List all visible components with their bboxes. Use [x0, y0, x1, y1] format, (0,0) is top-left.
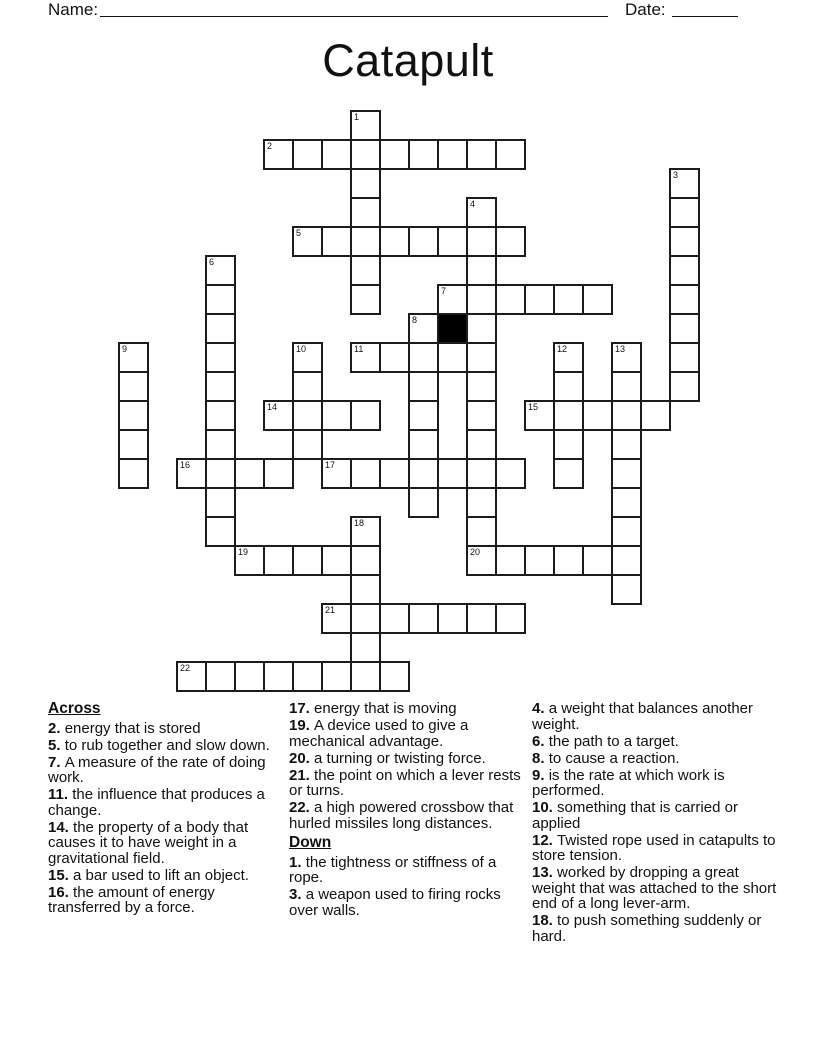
grid-cell[interactable] — [176, 661, 207, 692]
grid-cell[interactable] — [495, 545, 526, 576]
cell-number: 4 — [470, 199, 476, 209]
grid-cell[interactable] — [408, 458, 439, 489]
grid-cell[interactable] — [379, 603, 410, 634]
cell-number: 15 — [528, 402, 539, 412]
clue-column-1 — [48, 701, 285, 917]
clue-2 — [48, 721, 285, 737]
grid-cell[interactable] — [205, 400, 236, 431]
cell-number: 1 — [354, 112, 360, 122]
grid-cell[interactable] — [495, 603, 526, 634]
grid-cell[interactable] — [611, 400, 642, 431]
cell-number: 2 — [267, 141, 273, 151]
clue-number: 14. — [48, 818, 74, 836]
grid-cell[interactable] — [495, 458, 526, 489]
grid-cell[interactable] — [437, 139, 468, 170]
grid-cell[interactable] — [437, 226, 468, 257]
grid-cell[interactable] — [350, 168, 381, 199]
grid-cell[interactable] — [553, 371, 584, 402]
date-field[interactable] — [672, 15, 738, 17]
grid-cell[interactable] — [611, 516, 642, 547]
clue-18 — [532, 913, 778, 944]
clue-number: 18. — [532, 912, 558, 929]
clue-20 — [289, 751, 529, 767]
grid-cell[interactable] — [553, 284, 584, 315]
cell-number: 11 — [354, 344, 364, 354]
grid-cell[interactable] — [234, 661, 265, 692]
name-label: Name: — [48, 0, 99, 19]
grid-cell[interactable] — [350, 284, 381, 315]
grid-cell[interactable] — [640, 400, 671, 431]
grid-cell[interactable] — [466, 429, 497, 460]
grid-cell[interactable] — [321, 661, 352, 692]
grid-cell[interactable] — [466, 139, 497, 170]
grid-cell[interactable] — [611, 487, 642, 518]
grid-cell[interactable] — [466, 255, 497, 286]
grid-cell[interactable] — [205, 255, 236, 286]
grid-cell[interactable] — [350, 226, 381, 257]
cell-number: 12 — [557, 344, 568, 354]
grid-cell[interactable] — [118, 342, 149, 373]
grid-cell[interactable] — [495, 226, 526, 257]
grid-cell[interactable] — [234, 458, 265, 489]
clue-text: the tightness or stiffness of a rope. — [289, 853, 497, 886]
cell-number: 18 — [354, 518, 365, 528]
clue-text: to cause a reaction. — [548, 749, 680, 767]
clue-number: 4. — [532, 700, 549, 717]
clue-number: 5. — [48, 736, 65, 754]
grid-cell[interactable] — [118, 400, 149, 431]
clue-number: 15. — [48, 866, 74, 884]
grid-cell[interactable] — [379, 342, 410, 373]
grid-cell[interactable] — [263, 661, 294, 692]
cell-number: 3 — [673, 170, 679, 180]
grid-cell[interactable] — [408, 429, 439, 460]
grid-cell[interactable] — [321, 226, 352, 257]
clue-number: 17. — [289, 700, 315, 717]
grid-cell[interactable] — [466, 197, 497, 228]
grid-cell[interactable] — [582, 545, 613, 576]
clue-number: 3. — [289, 886, 306, 903]
grid-cell[interactable] — [495, 139, 526, 170]
grid-cell[interactable] — [176, 458, 207, 489]
grid-cell[interactable] — [466, 226, 497, 257]
grid-cell[interactable] — [205, 342, 236, 373]
grid-cell[interactable] — [669, 226, 700, 257]
grid-cell[interactable] — [611, 545, 642, 576]
grid-cell[interactable] — [350, 661, 381, 692]
grid-cell[interactable] — [408, 400, 439, 431]
clue-column-2 — [289, 701, 529, 920]
clue-text: to rub together and slow down. — [64, 736, 270, 754]
grid-cell[interactable] — [292, 545, 323, 576]
clue-number: 13. — [532, 864, 558, 881]
clue-number: 7. — [48, 753, 65, 771]
grid-cell[interactable] — [118, 371, 149, 402]
grid-cell[interactable] — [118, 458, 149, 489]
clue-17 — [289, 701, 529, 717]
clue-10 — [532, 800, 778, 831]
grid-cell[interactable] — [205, 487, 236, 518]
clue-text: the path to a target. — [548, 732, 679, 750]
grid-cell[interactable] — [466, 516, 497, 547]
clue-text: the amount of energy transferred by a force. — [48, 883, 215, 916]
cell-number: 16 — [180, 460, 191, 470]
clue-text: to push something suddenly or hard. — [532, 912, 762, 945]
grid-cell[interactable] — [466, 487, 497, 518]
grid-cell[interactable] — [350, 632, 381, 663]
grid-cell[interactable] — [408, 313, 439, 344]
grid-cell[interactable] — [263, 400, 294, 431]
clue-text: is the rate at which work is performed. — [532, 766, 725, 799]
grid-cell[interactable] — [611, 458, 642, 489]
grid-cell[interactable] — [350, 197, 381, 228]
grid-cell[interactable] — [437, 342, 468, 373]
clue-15 — [48, 868, 285, 884]
grid-cell[interactable] — [205, 516, 236, 547]
clue-4 — [532, 701, 778, 732]
grid-cell[interactable] — [350, 342, 381, 373]
grid-cell[interactable] — [466, 458, 497, 489]
grid-cell[interactable] — [205, 284, 236, 315]
grid-cell[interactable] — [466, 371, 497, 402]
grid-cell[interactable] — [205, 371, 236, 402]
clue-text: a high powered crossbow that hurled missiles long distances. — [289, 799, 514, 832]
cell-number: 22 — [180, 663, 191, 673]
grid-cell[interactable] — [466, 284, 497, 315]
crossword-grid — [118, 110, 702, 694]
clues-heading-down: Down — [289, 834, 332, 851]
clue-text: a weight that balances another weight. — [532, 700, 753, 733]
name-field[interactable] — [100, 15, 608, 17]
clue-5 — [48, 738, 285, 754]
cell-number: 21 — [325, 605, 336, 615]
clue-number: 1. — [289, 853, 306, 871]
grid-cell[interactable] — [669, 284, 700, 315]
grid-cell[interactable] — [495, 284, 526, 315]
grid-cell[interactable] — [669, 168, 700, 199]
grid-cell[interactable] — [553, 545, 584, 576]
cell-number: 17 — [325, 460, 336, 470]
clue-number: 8. — [532, 749, 549, 767]
grid-cell[interactable] — [350, 458, 381, 489]
cell-number: 5 — [296, 228, 302, 238]
grid-cell[interactable] — [205, 429, 236, 460]
clue-22 — [289, 800, 529, 831]
clue-13 — [532, 865, 778, 912]
grid-cell[interactable] — [205, 313, 236, 344]
grid-cell[interactable] — [350, 255, 381, 286]
grid-cell[interactable] — [669, 197, 700, 228]
cell-number: 13 — [615, 344, 626, 354]
clue-text: a weapon used to firing rocks over walls. — [289, 886, 501, 919]
clue-14 — [48, 820, 285, 867]
clue-text: the influence that produces a change. — [48, 786, 265, 819]
grid-cell[interactable] — [292, 139, 323, 170]
grid-cell[interactable] — [553, 400, 584, 431]
clue-number: 10. — [532, 799, 558, 816]
date-label: Date: — [625, 0, 666, 19]
grid-cell[interactable] — [408, 226, 439, 257]
grid-cell[interactable] — [379, 661, 410, 692]
grid-cell[interactable] — [321, 458, 352, 489]
grid-cell[interactable] — [350, 516, 381, 547]
grid-cell[interactable] — [350, 400, 381, 431]
grid-cell[interactable] — [466, 342, 497, 373]
grid-cell[interactable] — [408, 139, 439, 170]
grid-cell[interactable] — [263, 458, 294, 489]
grid-cell[interactable] — [582, 400, 613, 431]
grid-cell[interactable] — [611, 429, 642, 460]
grid-cell[interactable] — [321, 603, 352, 634]
clue-column-3 — [532, 701, 778, 946]
grid-cell[interactable] — [292, 400, 323, 431]
clue-number: 19. — [289, 717, 315, 734]
grid-cell[interactable] — [379, 139, 410, 170]
grid-cell[interactable] — [205, 661, 236, 692]
grid-cell[interactable] — [669, 371, 700, 402]
grid-cell[interactable] — [524, 545, 555, 576]
clue-text: energy that is stored — [64, 719, 201, 737]
clues-heading-across: Across — [48, 700, 101, 717]
black-cell — [437, 313, 468, 344]
cell-number: 14 — [267, 402, 278, 412]
grid-cell[interactable] — [292, 226, 323, 257]
grid-cell[interactable] — [408, 603, 439, 634]
clue-number: 11. — [48, 786, 73, 803]
clue-text: the point on which a lever rests or turns. — [289, 766, 521, 799]
clue-9 — [532, 768, 778, 799]
grid-cell[interactable] — [321, 545, 352, 576]
grid-cell[interactable] — [408, 371, 439, 402]
grid-cell[interactable] — [263, 545, 294, 576]
cell-number: 6 — [209, 257, 215, 267]
grid-cell[interactable] — [350, 139, 381, 170]
grid-cell[interactable] — [669, 342, 700, 373]
clue-text: energy that is moving — [314, 700, 457, 717]
grid-cell[interactable] — [553, 429, 584, 460]
grid-cell[interactable] — [379, 458, 410, 489]
clue-number: 22. — [289, 799, 315, 816]
page-title: Catapult — [322, 35, 494, 86]
cell-number: 10 — [296, 344, 307, 354]
clue-text: the property of a body that causes it to have weight in a gravitational field. — [48, 818, 249, 867]
clue-11 — [48, 787, 285, 818]
clue-text: something that is carried or applied — [532, 799, 738, 832]
cell-number: 7 — [441, 286, 447, 296]
grid-cell[interactable] — [524, 284, 555, 315]
clue-12 — [532, 833, 778, 864]
clue-8 — [532, 751, 778, 767]
clue-text: a turning or twisting force. — [314, 749, 486, 767]
grid-cell[interactable] — [669, 255, 700, 286]
grid-cell[interactable] — [611, 342, 642, 373]
grid-cell[interactable] — [553, 342, 584, 373]
clue-number: 21. — [289, 766, 315, 784]
grid-cell[interactable] — [321, 400, 352, 431]
grid-cell[interactable] — [466, 400, 497, 431]
clue-number: 20. — [289, 749, 315, 767]
cell-number: 9 — [122, 344, 128, 354]
grid-cell[interactable] — [524, 400, 555, 431]
grid-cell[interactable] — [611, 371, 642, 402]
grid-cell[interactable] — [437, 458, 468, 489]
clue-text: worked by dropping a great weight that was attached to the short end of a long lever-arm. — [532, 864, 777, 912]
clue-text: A measure of the rate of doing work. — [48, 753, 266, 786]
clue-21 — [289, 768, 529, 799]
grid-cell[interactable] — [350, 574, 381, 605]
grid-cell[interactable] — [350, 603, 381, 634]
grid-cell[interactable] — [205, 458, 236, 489]
clue-text: Twisted rope used in catapults to store tension. — [532, 831, 776, 864]
clue-19 — [289, 718, 529, 749]
clue-number: 6. — [532, 732, 549, 750]
grid-cell[interactable] — [234, 545, 265, 576]
cell-number: 19 — [238, 547, 249, 557]
clue-1 — [289, 855, 529, 886]
grid-cell[interactable] — [553, 458, 584, 489]
grid-cell[interactable] — [292, 429, 323, 460]
clue-number: 2. — [48, 719, 65, 737]
clue-text: a bar used to lift an object. — [73, 866, 249, 884]
grid-cell[interactable] — [669, 313, 700, 344]
grid-cell[interactable] — [408, 342, 439, 373]
grid-cell[interactable] — [292, 661, 323, 692]
grid-cell[interactable] — [292, 342, 323, 373]
grid-cell[interactable] — [437, 603, 468, 634]
grid-cell[interactable] — [437, 284, 468, 315]
grid-cell[interactable] — [350, 110, 381, 141]
grid-cell[interactable] — [292, 371, 323, 402]
grid-cell[interactable] — [379, 226, 410, 257]
clue-16 — [48, 885, 285, 916]
grid-cell[interactable] — [263, 139, 294, 170]
clue-number: 16. — [48, 883, 74, 901]
clue-6 — [532, 734, 778, 750]
grid-cell[interactable] — [350, 545, 381, 576]
clue-7 — [48, 755, 285, 786]
grid-cell[interactable] — [582, 284, 613, 315]
grid-cell[interactable] — [321, 139, 352, 170]
clue-3 — [289, 887, 529, 918]
grid-cell[interactable] — [118, 429, 149, 460]
cell-number: 20 — [470, 547, 481, 557]
grid-cell[interactable] — [466, 603, 497, 634]
cell-number: 8 — [412, 315, 418, 325]
grid-cell[interactable] — [611, 574, 642, 605]
clue-number: 9. — [532, 766, 549, 784]
clue-text: A device used to give a mechanical advantage. — [289, 717, 469, 750]
clue-number: 12. — [532, 831, 558, 849]
grid-cell[interactable] — [408, 487, 439, 518]
grid-cell[interactable] — [466, 313, 497, 344]
grid-cell[interactable] — [466, 545, 497, 576]
